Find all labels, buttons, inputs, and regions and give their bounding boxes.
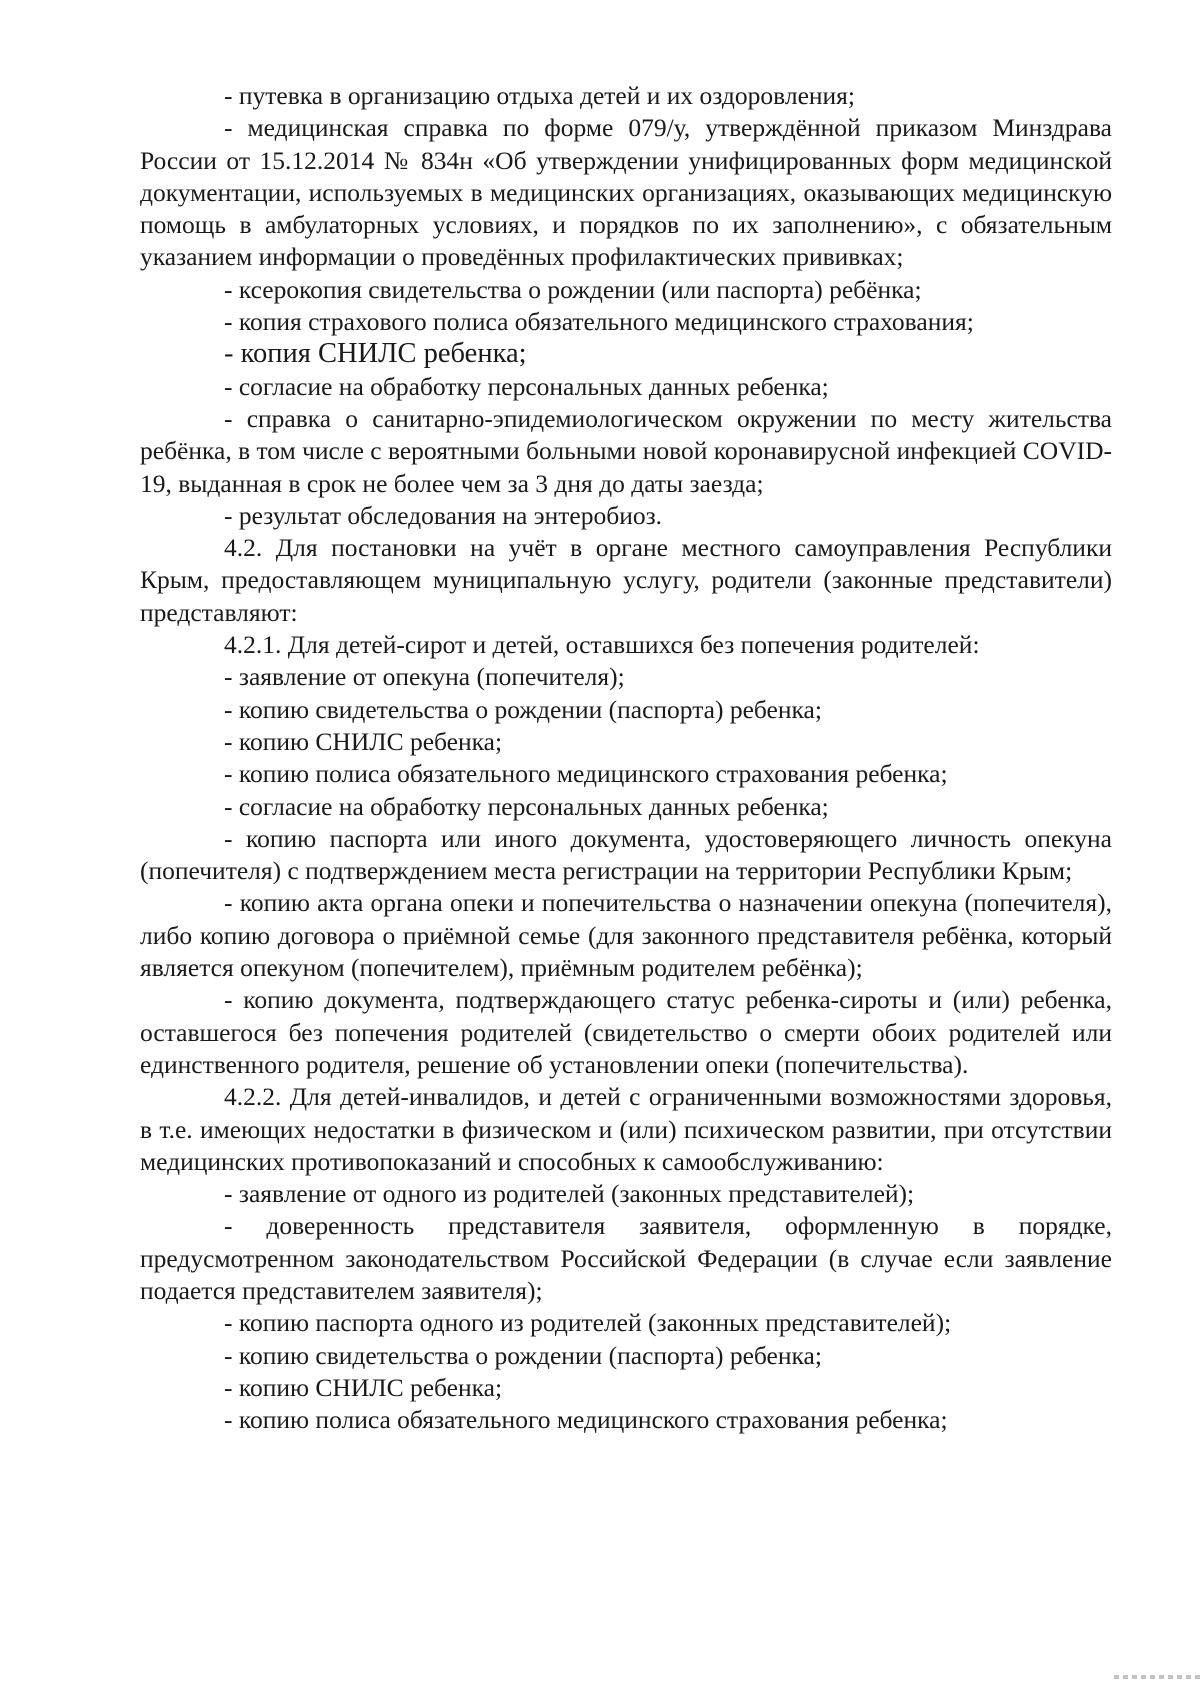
list-item: - путевка в организацию отдыха детей и их оздоровления;: [224, 81, 856, 110]
list-item: - медицинская справка по форме 079/у, утверждённой приказом Минздрава России от 15.12.2014 № 834н «Об утверждении унифицированных форм медицинской документации, используемых в медицинских организациях, оказывающих медицинскую помощь в амбулаторных условиях, и порядков по их заполнению», с обязательным указанием информации о проведённых профилактических прививках;: [140, 113, 1112, 272]
list-item: - согласие на обработку персональных данных ребенка;: [224, 371, 829, 401]
list-item: - заявление от одного из родителей (законных представителей);: [224, 1179, 915, 1209]
list-item: - копию полиса обязательного медицинского страхования ребенка;: [224, 759, 948, 789]
list-item: - копию документа, подтверждающего статус ребенка-сироты и (или) ребенка, оставшегося без попечения родителей (свидетельство о смерти обоих родителей или единственного родителя, решение об установлении опеки (попечительства).: [140, 985, 1112, 1079]
list-item: - ксерокопия свидетельства о рождении (или паспорта) ребёнка;: [224, 274, 922, 304]
list-item: - копия СНИЛС ребенка;: [224, 338, 527, 370]
list-item: - согласие на обработку персональных данных ребенка;: [224, 791, 829, 821]
list-item: - копию СНИЛС ребенка;: [224, 1372, 503, 1402]
list-item: - копию акта органа опеки и попечительства о назначении опекуна (попечителя), либо копию договора о приёмной семье (для законного представителя ребёнка, который является опекуном (попечителем), приёмным родителем ребёнка);: [140, 888, 1112, 983]
section-paragraph: 4.2. Для постановки на учёт в органе местного самоуправления Республики Крым, предоставляющем муниципальную услугу, родители (законные представители) представляют:: [140, 533, 1112, 627]
scan-edge-mark: [1114, 1675, 1200, 1679]
list-item: - результат обследования на энтеробиоз.: [224, 500, 663, 530]
list-item: - копия страхового полиса обязательного медицинского страхования;: [224, 307, 974, 337]
list-item: - заявление от опекуна (попечителя);: [224, 662, 625, 692]
list-item: - доверенность представителя заявителя, оформленную в порядке, предусмотренном законодательством Российской Федерации (в случае если заявление подается представителем заявителя);: [140, 1211, 1112, 1305]
list-item: - справка о санитарно-эпидемиологическом окружении по месту жительства ребёнка, в том числе с вероятными больными новой коронавирусной инфекцией COVID-19, выданная в срок не более чем за 3 дня до даты заезда;: [140, 403, 1113, 498]
list-item: - копию свидетельства о рождении (паспорта) ребенка;: [224, 694, 822, 724]
list-item: - копию свидетельства о рождении (паспорта) ребенка;: [224, 1340, 822, 1370]
list-item: - копию СНИЛС ребенка;: [224, 726, 503, 756]
subsection-heading: 4.2.1. Для детей-сирот и детей, оставшихся без попечения родителей:: [224, 630, 980, 660]
list-item: - копию паспорта одного из родителей (законных представителей);: [224, 1308, 952, 1338]
subsection-heading: 4.2.2. Для детей-инвалидов, и детей с ограниченными возможностями здоровья, в т.е. имеющих недостатки в физическом и (или) психическом развитии, при отсутствии медицинских противопоказаний и способных к самообслуживанию:: [140, 1082, 1112, 1176]
list-item: - копию паспорта или иного документа, удостоверяющего личность опекуна (попечителя) с подтверждением места регистрации на территории Республики Крым;: [140, 823, 1112, 886]
list-item: - копию полиса обязательного медицинского страхования ребенка;: [224, 1405, 948, 1435]
document-body: [140, 80, 1112, 1436]
